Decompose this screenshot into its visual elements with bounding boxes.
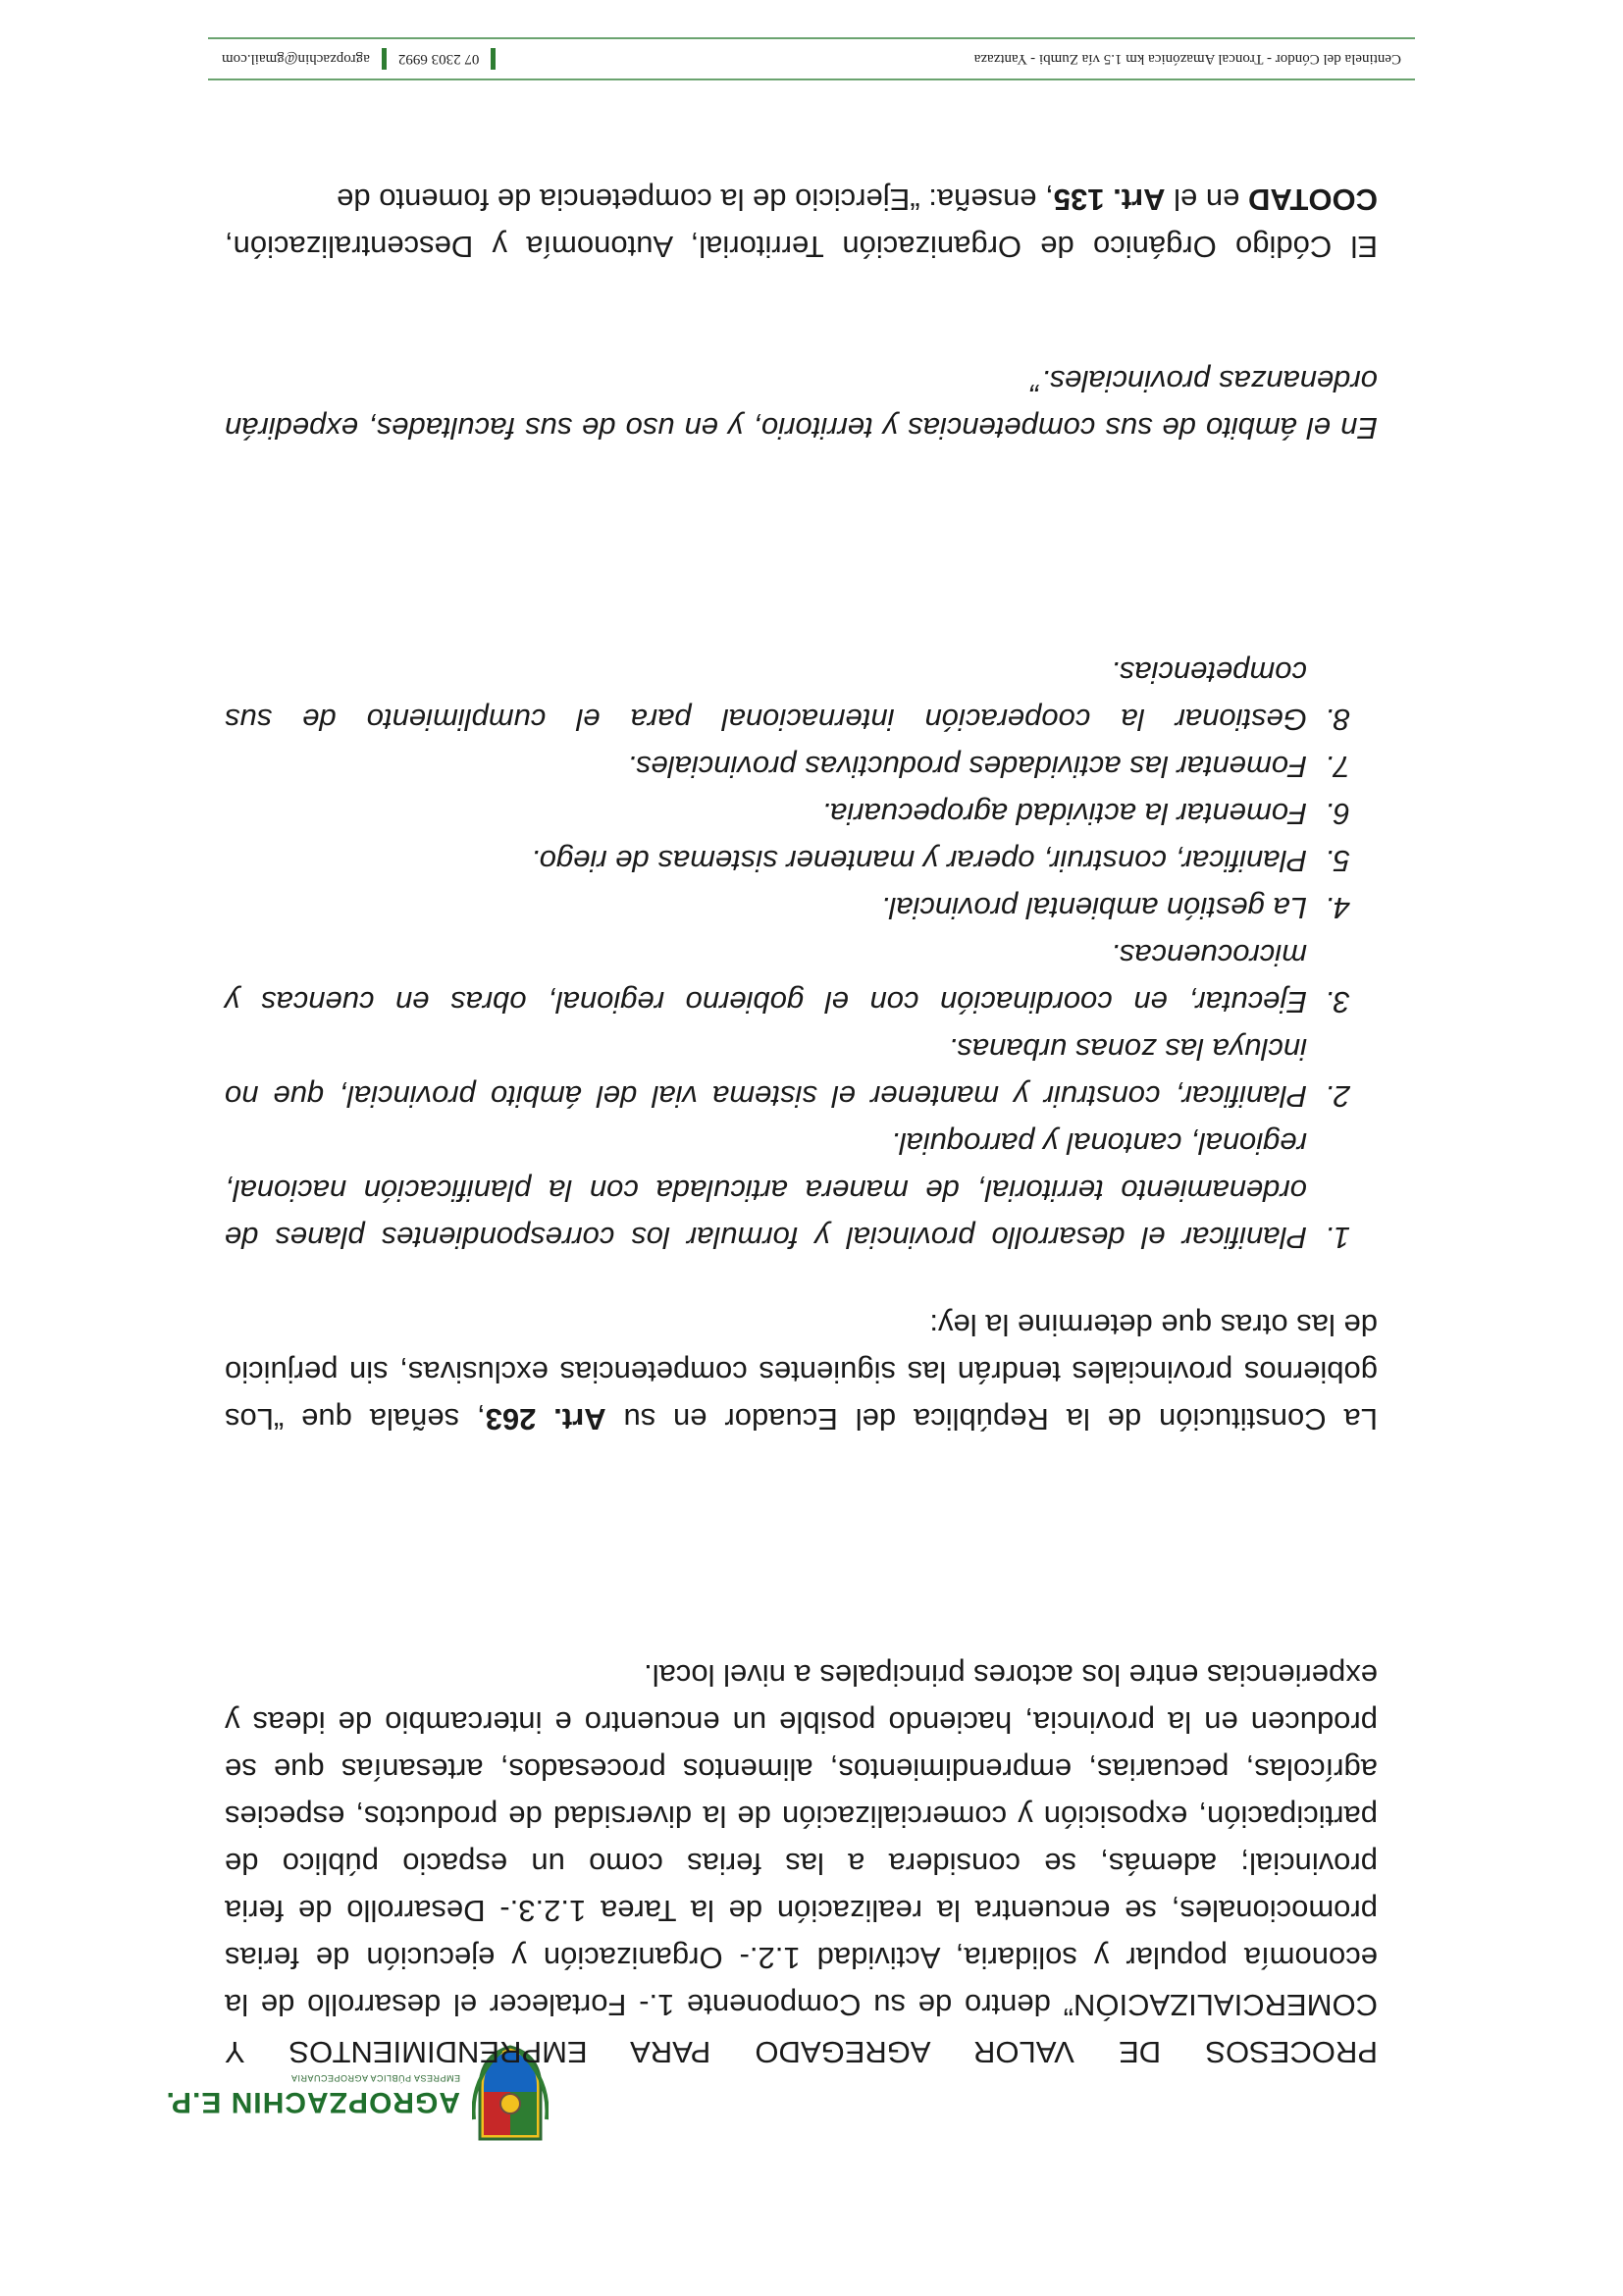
paragraph-procesos: PROCESOS DE VALOR AGREGADO PARA EMPRENDIMIENTOS Y COMERCIALIZACIÓN” dentro de su Componente 1.- Fortalecer el desarrollo de la economía popular y solidaria, Actividad 1.2.- Organización y ejecución de ferias promocionales, se encuentra la realización de la Tarea 1.2.3.- Desarrollo de feria provincial; además, se considera a las ferias como un espacio público de participación, exposición y comercialización de la diversidad de productos, especies agrícolas, pecuarias, emprendimientos, alimentos procesados, artesanías que se producen en la provincia, haciendo posible un encuentro e intercambio de ideas y experiencias entre los actores principales a nivel local. [225, 1658, 1378, 2069]
list-item: 6. Fomentar la actividad agropecuaria. [821, 797, 1350, 831]
competencias-list [225, 649, 1378, 1261]
paragraph-cootad [225, 176, 1378, 270]
p3-mid: en el [1165, 183, 1248, 217]
list-item: 4. La gestión ambiental provincial. [880, 891, 1350, 925]
p3-rest: , enseña: “Ejercicio de la competencia de fomento de [337, 183, 1054, 217]
list-item: 2. Planificar, construir y mantener el sistema vial del ámbito provincial, que no incluya las zonas urbanas. [225, 1032, 1350, 1114]
p3-article: Art. 135 [1053, 183, 1166, 217]
list-item: 8. Gestionar la cooperación internacional para el cumplimiento de sus competencias. [225, 655, 1350, 737]
p2-intro: La Constitución de la República del Ecuador en su [605, 1402, 1378, 1436]
p3-intro: El Código Orgánico de Organización Territorial, Autonomía y Descentralización, [225, 230, 1378, 264]
brand-subtitle: EMPRESA PÚBLICA AGROPECUARIA [290, 2073, 460, 2083]
list-item: 5. Planificar, construir, operar y mantener sistemas de riego. [531, 844, 1350, 878]
brand-name: AGROPZACHIN E.P. [165, 2086, 460, 2118]
list-item: 7. Fomentar las actividades productivas provinciales. [627, 750, 1350, 784]
p2-rest: , señala que “Los gobiernos provinciales tendrán las siguientes competencias exclusivas, sin perjuicio de las otras que determine la ley: [225, 1308, 1378, 1436]
paragraph-closing: En el ámbito de sus competencias y territorio, y en uso de sus facultades, expedirán ordenanzas provinciales.” [225, 364, 1378, 445]
footer-phone: 07 2303 6992 [397, 51, 480, 68]
footer [208, 37, 1415, 80]
p3-acronym: COOTAD [1247, 183, 1378, 217]
footer-separator [382, 48, 387, 70]
footer-separator [491, 48, 496, 70]
p2-article: Art. 263 [485, 1402, 606, 1436]
footer-address: Centinela del Cóndor - Troncal Amazónica km 1.5 vía Zumbi - Yantzaza [973, 51, 1401, 68]
list-item: 1. Planificar el desarrollo provincial y formular los correspondientes planes de ordenamiento territorial, de manera articulada con la planificación nacional, regional, cantonal y parroquial. [225, 1126, 1350, 1255]
list-item: 3. Ejecutar, en coordinación con el gobierno regional, obras en cuencas y microcuencas. [225, 938, 1350, 1019]
paragraph-constitucion [225, 1301, 1378, 1442]
footer-email: agropzachin@gmail.com [222, 51, 370, 68]
